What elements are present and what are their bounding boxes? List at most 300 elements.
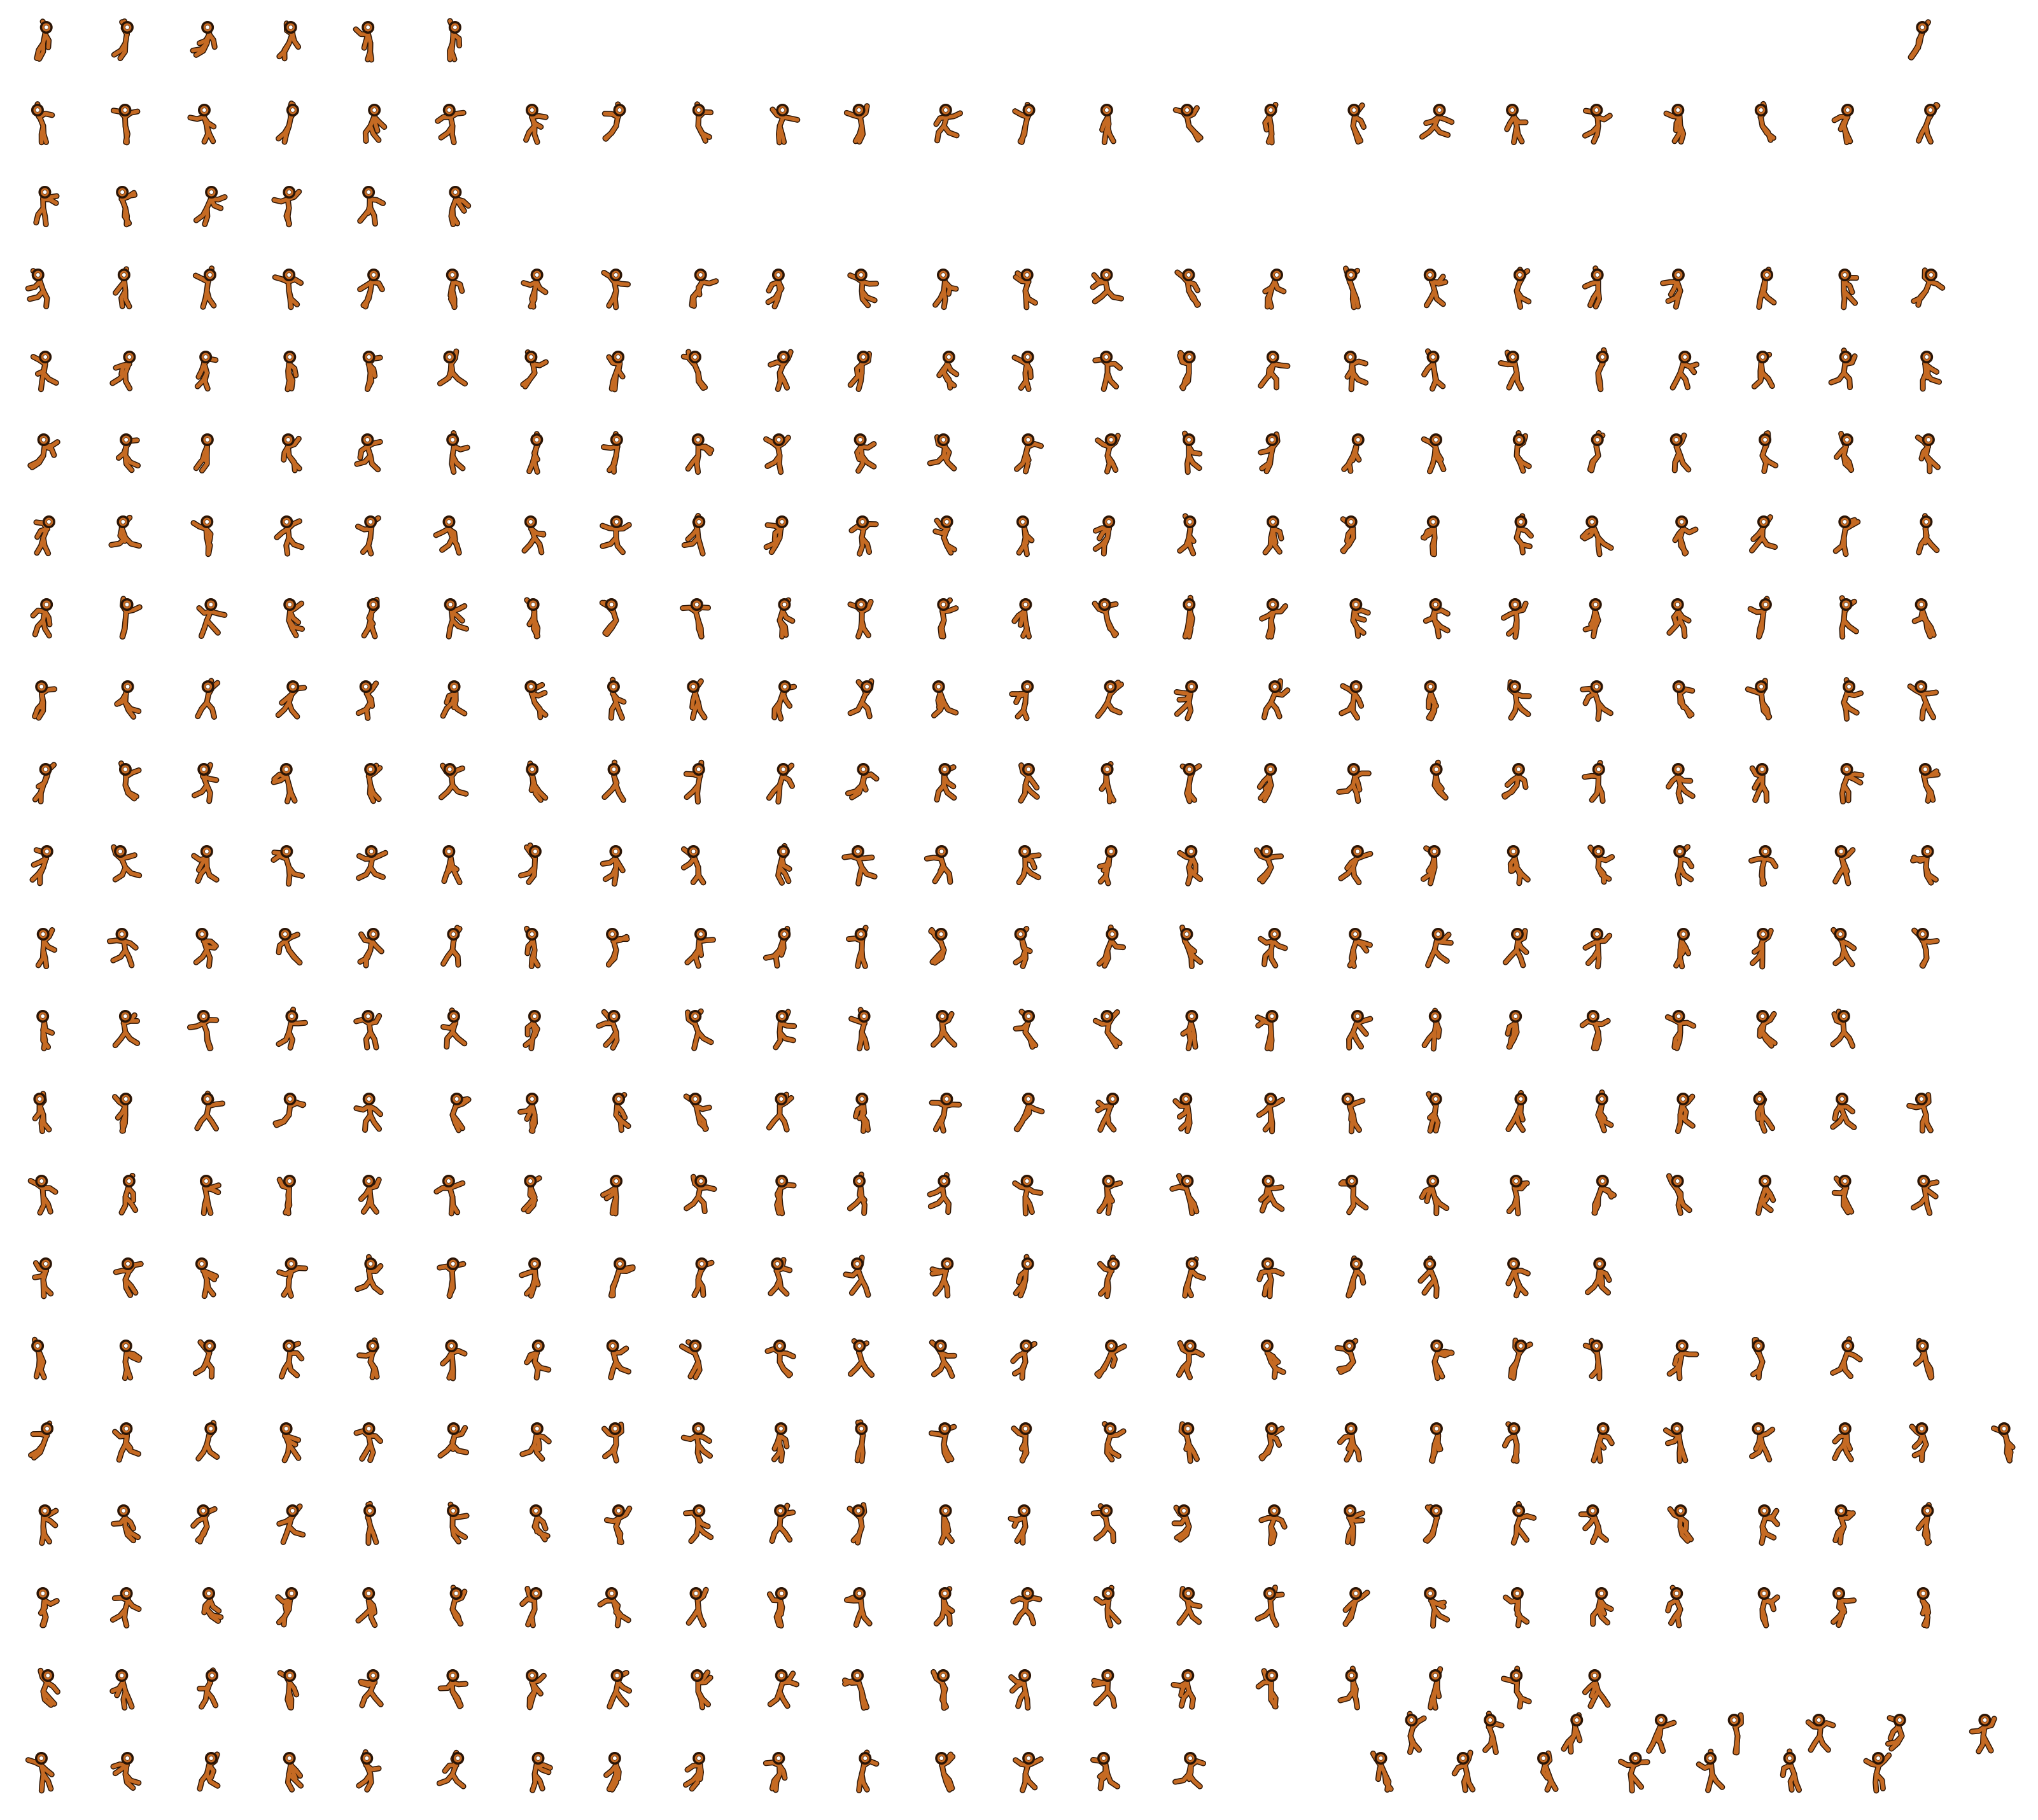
sprite-frame (512, 1580, 558, 1631)
sprite-frame (1085, 1662, 1130, 1713)
sprite-frame (839, 838, 885, 889)
sprite-frame (1002, 262, 1048, 312)
sprite-frame (757, 1580, 803, 1631)
stick-figure-pose (430, 838, 475, 889)
stick-figure-pose (839, 262, 885, 312)
sprite-frame (1166, 1497, 1212, 1548)
sprite-frame (675, 97, 721, 148)
sprite-frame (1362, 1745, 1408, 1796)
stick-figure-pose (20, 344, 66, 395)
sprite-frame (102, 1745, 148, 1796)
sprite-frame (1739, 508, 1785, 559)
stick-figure-pose (102, 508, 148, 559)
sprite-frame (430, 262, 475, 312)
stick-figure-pose (1412, 1168, 1458, 1219)
sprite-frame (184, 838, 230, 889)
stick-figure-pose (20, 1745, 66, 1796)
stick-figure-pose (1002, 426, 1048, 477)
stick-figure-pose (593, 262, 639, 312)
sprite-frame (921, 756, 967, 807)
stick-figure-pose (1002, 1333, 1048, 1383)
stick-figure-pose (1085, 1086, 1130, 1137)
stick-figure-pose (1002, 1086, 1048, 1137)
stick-figure-pose (1166, 838, 1212, 889)
sprite-frame (430, 97, 475, 148)
stick-figure-pose (1575, 262, 1621, 312)
sprite-frame (184, 1168, 230, 1219)
sprite-frame (1248, 756, 1294, 807)
stick-figure-pose (757, 97, 803, 148)
sprite-frame (102, 1662, 148, 1713)
sprite-frame (1494, 1662, 1540, 1713)
sprite-frame (593, 1745, 639, 1796)
sprite-frame (675, 591, 721, 642)
sprite-frame (1248, 1415, 1294, 1466)
stick-figure-pose (1903, 344, 1949, 395)
sprite-frame (1412, 508, 1458, 559)
stick-figure-pose (1821, 1086, 1867, 1137)
stick-figure-pose (1494, 673, 1540, 724)
sprite-frame (348, 591, 393, 642)
stick-figure-pose (1330, 97, 1376, 148)
stick-figure-pose (266, 1250, 312, 1301)
stick-figure-pose (266, 756, 312, 807)
stick-figure-pose (102, 921, 148, 972)
stick-figure-pose (593, 1250, 639, 1301)
stick-figure-pose (1821, 344, 1867, 395)
sprite-frame (1575, 921, 1621, 972)
sprite-frame (921, 1250, 967, 1301)
sprite-frame (1412, 756, 1458, 807)
sprite-frame (1002, 1662, 1048, 1713)
sprite-frame (1903, 673, 1949, 724)
sprite-frame (348, 1745, 393, 1796)
sprite-frame (348, 673, 393, 724)
sprite-frame (757, 1086, 803, 1137)
sprite-frame (675, 838, 721, 889)
stick-figure-pose (348, 838, 393, 889)
stick-figure-pose (1085, 591, 1130, 642)
sprite-frame (1575, 262, 1621, 312)
stick-figure-pose (839, 1415, 885, 1466)
stick-figure-pose (184, 14, 230, 65)
sprite-frame (1657, 97, 1703, 148)
stick-figure-pose (1330, 921, 1376, 972)
sprite-frame (1657, 344, 1703, 395)
sprite-frame (1002, 508, 1048, 559)
sprite-frame (675, 508, 721, 559)
sprite-frame (593, 1662, 639, 1713)
stick-figure-pose (675, 838, 721, 889)
stick-figure-pose (593, 1497, 639, 1548)
sprite-frame (1739, 756, 1785, 807)
stick-figure-pose (1330, 1086, 1376, 1137)
stick-figure-pose (102, 1415, 148, 1466)
stick-figure-pose (757, 1250, 803, 1301)
stick-figure-pose (921, 1415, 967, 1466)
sprite-frame (1330, 262, 1376, 312)
sprite-frame (430, 1497, 475, 1548)
stick-figure-pose (1166, 1168, 1212, 1219)
sprite-frame (593, 1250, 639, 1301)
sprite-frame (1575, 1086, 1621, 1137)
sprite-frame (1412, 1415, 1458, 1466)
sprite-frame (1002, 1003, 1048, 1054)
sprite-frame (348, 1580, 393, 1631)
sprite-frame (757, 1497, 803, 1548)
sprite-frame (1575, 426, 1621, 477)
stick-figure-pose (675, 1745, 721, 1796)
stick-figure-pose (102, 1497, 148, 1548)
sprite-frame (1412, 1662, 1458, 1713)
sprite-frame (757, 591, 803, 642)
sprite-frame (266, 262, 312, 312)
stick-figure-pose (430, 673, 475, 724)
sprite-frame (512, 1497, 558, 1548)
stick-figure-pose (1575, 426, 1621, 477)
stick-figure-pose (1960, 1707, 2006, 1758)
stick-figure-pose (921, 1745, 967, 1796)
sprite-frame (1821, 262, 1867, 312)
stick-figure-pose (20, 179, 66, 230)
stick-figure-pose (1412, 591, 1458, 642)
stick-figure-pose (1575, 1662, 1621, 1713)
stick-figure-pose (1166, 921, 1212, 972)
stick-figure-pose (1903, 1333, 1949, 1383)
sprite-frame (184, 673, 230, 724)
sprite-frame (266, 14, 312, 65)
sprite-frame (1821, 1003, 1867, 1054)
stick-figure-pose (1002, 508, 1048, 559)
sprite-frame (1739, 1415, 1785, 1466)
stick-figure-pose (1657, 1497, 1703, 1548)
stick-figure-pose (266, 14, 312, 65)
stick-figure-pose (20, 1662, 66, 1713)
stick-figure-pose (1002, 921, 1048, 972)
sprite-frame (348, 1415, 393, 1466)
stick-figure-pose (1657, 508, 1703, 559)
sprite-frame (1412, 921, 1458, 972)
sprite-frame (1085, 756, 1130, 807)
sprite-frame (1903, 838, 1949, 889)
sprite-frame (184, 921, 230, 972)
sprite-frame (20, 14, 66, 65)
stick-figure-pose (1166, 344, 1212, 395)
sprite-frame (921, 1086, 967, 1137)
stick-figure-pose (839, 921, 885, 972)
sprite-frame (1166, 1745, 1212, 1796)
sprite-frame (1903, 1497, 1949, 1548)
sprite-frame (1903, 97, 1949, 148)
stick-figure-pose (1330, 673, 1376, 724)
sprite-frame (102, 1003, 148, 1054)
stick-figure-pose (430, 426, 475, 477)
sprite-frame (512, 756, 558, 807)
stick-figure-pose (839, 344, 885, 395)
stick-figure-pose (757, 426, 803, 477)
sprite-frame (348, 1333, 393, 1383)
stick-figure-pose (1494, 1497, 1540, 1548)
stick-figure-pose (593, 921, 639, 972)
stick-figure-pose (512, 1086, 558, 1137)
stick-figure-pose (348, 921, 393, 972)
sprite-frame (1494, 756, 1540, 807)
sprite-frame (348, 344, 393, 395)
stick-figure-pose (675, 426, 721, 477)
sprite-frame (839, 1003, 885, 1054)
stick-figure-pose (1166, 1003, 1212, 1054)
sprite-frame (1412, 673, 1458, 724)
stick-figure-pose (184, 1415, 230, 1466)
stick-figure-pose (675, 756, 721, 807)
sprite-frame (1494, 1580, 1540, 1631)
sprite-frame (1002, 838, 1048, 889)
stick-figure-pose (184, 673, 230, 724)
sprite-frame (184, 1497, 230, 1548)
stick-figure-pose (839, 1497, 885, 1548)
sprite-frame (266, 1662, 312, 1713)
stick-figure-pose (921, 1580, 967, 1631)
sprite-frame (1248, 1333, 1294, 1383)
stick-figure-pose (102, 179, 148, 230)
stick-figure-pose (1903, 97, 1949, 148)
stick-figure-pose (1330, 344, 1376, 395)
stick-figure-pose (1248, 1415, 1294, 1466)
stick-figure-pose (20, 97, 66, 148)
sprite-frame (839, 1580, 885, 1631)
sprite-frame (1903, 1086, 1949, 1137)
stick-figure-pose (1903, 1415, 1949, 1466)
stick-figure-pose (1330, 1580, 1376, 1631)
stick-figure-pose (1821, 1415, 1867, 1466)
sprite-frame (1739, 426, 1785, 477)
stick-figure-pose (593, 508, 639, 559)
stick-figure-pose (1412, 426, 1458, 477)
sprite-frame (20, 921, 66, 972)
stick-figure-pose (1575, 921, 1621, 972)
stick-figure-pose (348, 1415, 393, 1466)
sprite-frame (1248, 262, 1294, 312)
sprite-frame (20, 508, 66, 559)
stick-figure-pose (1002, 262, 1048, 312)
sprite-frame (1575, 673, 1621, 724)
sprite-frame (266, 1086, 312, 1137)
sprite-frame (1575, 97, 1621, 148)
sprite-frame (1575, 838, 1621, 889)
sprite-frame (512, 1415, 558, 1466)
stick-figure-pose (757, 921, 803, 972)
stick-figure-pose (1248, 262, 1294, 312)
stick-figure-pose (1248, 508, 1294, 559)
sprite-frame (1657, 1168, 1703, 1219)
stick-figure-pose (1330, 838, 1376, 889)
sprite-frame (1002, 591, 1048, 642)
stick-figure-pose (1412, 1333, 1458, 1383)
stick-figure-pose (757, 508, 803, 559)
sprite-frame (1494, 97, 1540, 148)
sprite-frame (1248, 1168, 1294, 1219)
stick-figure-pose (20, 14, 66, 65)
stick-figure-pose (1166, 508, 1212, 559)
stick-figure-pose (1085, 97, 1130, 148)
sprite-frame (921, 344, 967, 395)
stick-figure-pose (184, 97, 230, 148)
stick-figure-pose (348, 1745, 393, 1796)
stick-figure-pose (1897, 14, 1943, 65)
stick-figure-pose (1771, 1745, 1817, 1796)
sprite-frame (1657, 673, 1703, 724)
stick-figure-pose (921, 921, 967, 972)
sprite-frame (266, 838, 312, 889)
stick-figure-pose (1575, 1415, 1621, 1466)
stick-figure-pose (675, 1003, 721, 1054)
stick-figure-pose (430, 14, 475, 65)
sprite-frame (430, 1168, 475, 1219)
sprite-frame (757, 756, 803, 807)
sprite-frame (839, 1497, 885, 1548)
sprite-frame (593, 1333, 639, 1383)
sprite-frame (757, 921, 803, 972)
sprite-frame (102, 838, 148, 889)
sprite-frame (512, 344, 558, 395)
sprite-frame (757, 426, 803, 477)
stick-figure-pose (1248, 1003, 1294, 1054)
sprite-frame (1085, 262, 1130, 312)
sprite-frame (20, 673, 66, 724)
sprite-frame (757, 262, 803, 312)
sprite-frame (1575, 1168, 1621, 1219)
stick-figure-pose (1494, 756, 1540, 807)
stick-figure-pose (1085, 1745, 1130, 1796)
sprite-frame (1985, 1415, 2030, 1466)
stick-figure-pose (1526, 1745, 1571, 1796)
sprite-frame (839, 591, 885, 642)
sprite-frame (675, 756, 721, 807)
sprite-frame (839, 1333, 885, 1383)
stick-figure-pose (1085, 1415, 1130, 1466)
sprite-frame (20, 1745, 66, 1796)
stick-figure-pose (1821, 756, 1867, 807)
sprite-frame (1657, 838, 1703, 889)
stick-figure-pose (1248, 1662, 1294, 1713)
sprite-frame (1494, 1168, 1540, 1219)
sprite-frame (1494, 262, 1540, 312)
sprite-frame (1166, 1580, 1212, 1631)
stick-figure-pose (1494, 1415, 1540, 1466)
sprite-frame (20, 1497, 66, 1548)
sprite-frame (184, 1250, 230, 1301)
sprite-frame (757, 1250, 803, 1301)
sprite-frame (1002, 673, 1048, 724)
stick-figure-pose (512, 921, 558, 972)
sprite-frame (1903, 262, 1949, 312)
sprite-frame (1002, 1497, 1048, 1548)
stick-figure-pose (512, 1003, 558, 1054)
sprite-frame (1821, 1415, 1867, 1466)
stick-figure-pose (1853, 1745, 1899, 1796)
sprite-frame (102, 1580, 148, 1631)
sprite-frame (184, 426, 230, 477)
stick-figure-pose (675, 1168, 721, 1219)
stick-figure-pose (430, 1662, 475, 1713)
sprite-frame (348, 1086, 393, 1137)
stick-figure-pose (1248, 756, 1294, 807)
stick-figure-pose (1330, 508, 1376, 559)
sprite-frame (102, 673, 148, 724)
sprite-frame (839, 1250, 885, 1301)
sprite-frame (348, 262, 393, 312)
sprite-frame (1330, 1003, 1376, 1054)
stick-figure-pose (430, 756, 475, 807)
stick-figure-pose (266, 1662, 312, 1713)
stick-figure-pose (512, 1415, 558, 1466)
sprite-frame (1330, 1168, 1376, 1219)
sprite-frame (1085, 1745, 1130, 1796)
stick-figure-pose (675, 1250, 721, 1301)
stick-figure-pose (1739, 426, 1785, 477)
sprite-frame (1166, 1168, 1212, 1219)
sprite-frame (1903, 1333, 1949, 1383)
sprite-frame (1330, 838, 1376, 889)
sprite-frame (430, 1250, 475, 1301)
sprite-frame (1494, 591, 1540, 642)
sprite-frame (1002, 1580, 1048, 1631)
stick-figure-pose (20, 1415, 66, 1466)
sprite-frame (348, 921, 393, 972)
sprite-frame (266, 1333, 312, 1383)
sprite-frame (757, 673, 803, 724)
stick-figure-pose (1330, 1250, 1376, 1301)
stick-figure-pose (430, 1580, 475, 1631)
sprite-frame (1821, 838, 1867, 889)
stick-figure-pose (1821, 1580, 1867, 1631)
sprite-frame (839, 262, 885, 312)
stick-figure-pose (1002, 1168, 1048, 1219)
sprite-frame (430, 1333, 475, 1383)
sprite-frame (1494, 1250, 1540, 1301)
stick-figure-pose (430, 97, 475, 148)
stick-figure-pose (593, 1086, 639, 1137)
stick-figure-pose (1739, 1580, 1785, 1631)
sprite-frame (1657, 756, 1703, 807)
stick-figure-pose (757, 1003, 803, 1054)
sprite-frame (430, 591, 475, 642)
sprite-frame (1166, 673, 1212, 724)
sprite-frame (1903, 508, 1949, 559)
sprite-frame (1821, 1168, 1867, 1219)
sprite-frame (1739, 591, 1785, 642)
stick-figure-pose (1739, 591, 1785, 642)
stick-figure-pose (1085, 344, 1130, 395)
sprite-frame (348, 508, 393, 559)
sprite-frame (839, 756, 885, 807)
sprite-frame (1248, 1497, 1294, 1548)
stick-figure-pose (348, 1497, 393, 1548)
sprite-frame (675, 1745, 721, 1796)
stick-figure-pose (1657, 1086, 1703, 1137)
sprite-frame (1085, 1497, 1130, 1548)
sprite-frame (921, 838, 967, 889)
sprite-frame (102, 344, 148, 395)
stick-figure-pose (757, 262, 803, 312)
stick-figure-pose (184, 1662, 230, 1713)
stick-figure-pose (675, 1497, 721, 1548)
stick-figure-pose (757, 1168, 803, 1219)
sprite-frame (430, 1086, 475, 1137)
stick-figure-pose (512, 673, 558, 724)
stick-figure-pose (1657, 1580, 1703, 1631)
stick-figure-pose (1739, 344, 1785, 395)
